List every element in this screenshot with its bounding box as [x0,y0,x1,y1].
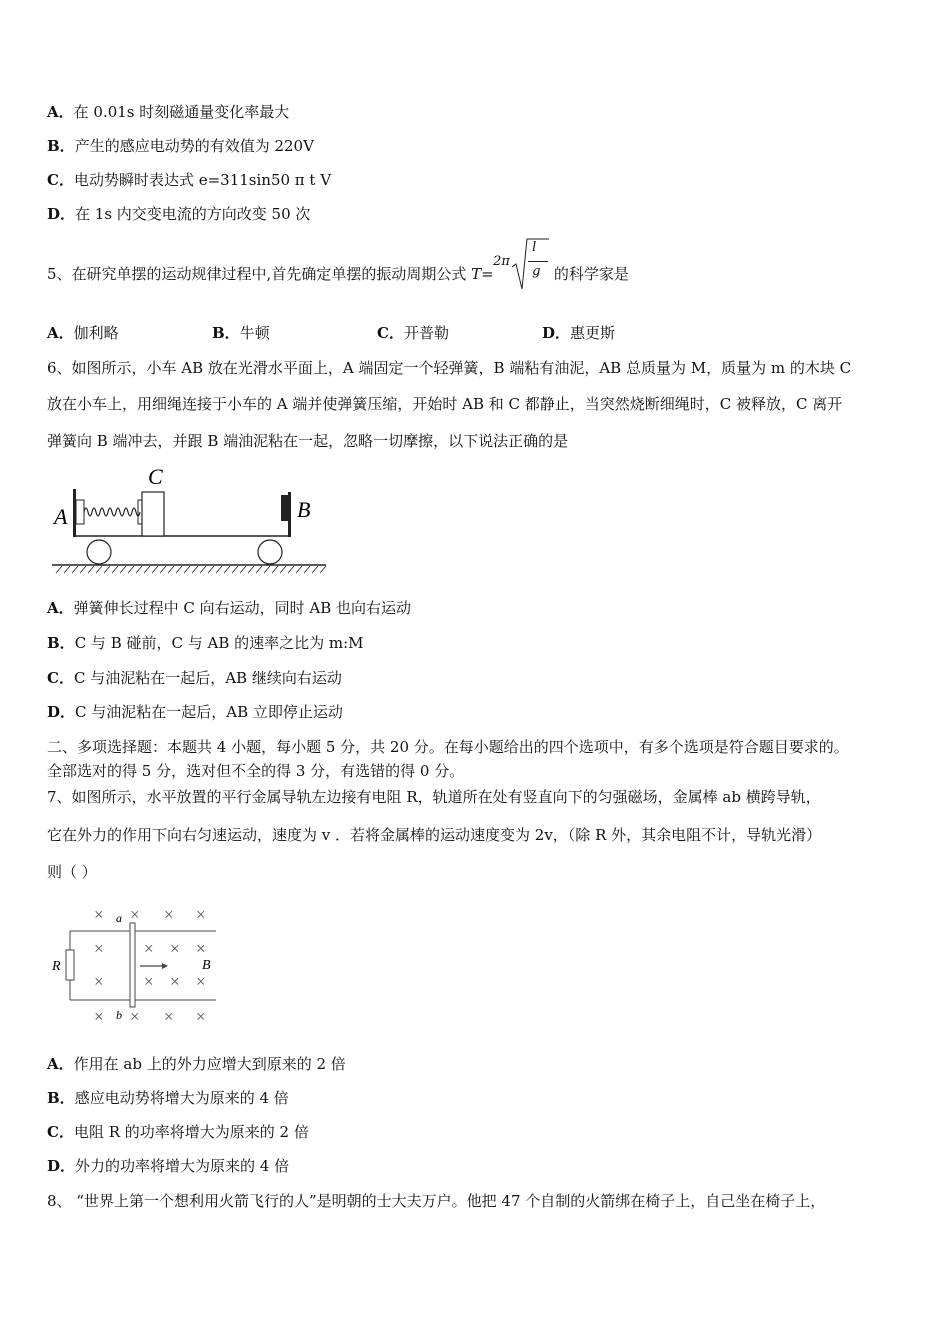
svg-text:×: × [164,1007,174,1026]
label-r: R [52,959,61,974]
q7-option-c: C．电阻 R 的功率将增大为原来的 2 倍 [47,1123,309,1141]
q5-option-d: D．惠更斯 [542,324,616,342]
spring-coil [84,508,140,516]
q4-option-b [47,136,314,156]
rail-circuit-figure [46,898,226,1030]
q7-stem-line-3: 则（ ） [47,863,97,881]
q6-option-b: B．C 与 B 碰前，C 与 AB 的速率之比为 m:M [47,634,364,652]
svg-text:×: × [144,939,154,958]
option-text: 在 1s 内交变电流的方向改变 50 次 [75,205,311,223]
cart-spring-figure [48,462,330,582]
section2-line-1: 二、多项选择题：本题共 4 小题，每小题 5 分，共 20 分。在每小题给出的四个选项中，有多个选项是符合题目要求的。 [47,738,849,756]
q5-stem-before: 5、在研究单摆的运动规律过程中,首先确定单摆的振动周期公式 [47,265,467,283]
q6-stem-line-1: 6、如图所示，小车 AB 放在光滑水平面上，A 端固定一个轻弹簧，B 端粘有油泥，AB 总质量为 M，质量为 m 的木块 C [47,359,852,377]
wheel-right [258,540,282,564]
label-b: B [297,497,311,522]
q4-option-a [47,102,289,122]
formula-t: T= [471,265,494,283]
q6-stem-line-2: 放在小车上，用细绳连接于小车的 A 端并使弹簧压缩，开始时 AB 和 C 都静止，当突然烧断细绳时，C 被释放，C 离开 [47,395,843,413]
q7-stem-line-1: 7、如图所示，水平放置的平行金属导轨左边接有电阻 R，轨道所在处有竖直向下的匀强磁场，金属棒 ab 横跨导轨， [47,788,821,806]
q5-stem [47,240,629,284]
q6-option-d: D．C 与油泥粘在一起后，AB 立即停止运动 [47,703,343,721]
period-formula [471,240,549,284]
sqrt-sign [511,237,551,293]
block-c [142,492,164,536]
svg-text:×: × [196,905,206,924]
option-text: 产生的感应电动势的有效值为 220V [74,137,314,155]
section2-line-2: 全部选对的得 5 分，选对但不全的得 3 分，有选错的得 0 分。 [47,762,465,780]
q5-option-c: C．开普勒 [377,324,449,342]
q5-options [47,323,615,343]
svg-text:×: × [94,905,104,924]
svg-text:×: × [196,972,206,991]
q8-stem-line-1: 8、 “世界上第一个想利用火箭飞行的人”是明朝的士大夫万户。他把 47 个自制的火箭绑在椅子上，自己坐在椅子上， [47,1192,826,1210]
q5-stem-after: 的科学家是 [553,265,629,283]
arrow-head [162,963,168,969]
option-letter: C． [47,171,74,189]
q7-option-a: A．作用在 ab 上的外力应增大到原来的 2 倍 [47,1055,346,1073]
svg-text:×: × [164,905,174,924]
q6-option-a: A．弹簧伸长过程中 C 向右运动，同时 AB 也向右运动 [47,599,412,617]
svg-text:×: × [170,939,180,958]
option-letter: A． [47,103,74,121]
q5-option-b: B．牛顿 [212,324,270,342]
svg-text:×: × [130,905,140,924]
q7-option-d: D．外力的功率将增大为原来的 4 倍 [47,1157,290,1175]
cart-right-wall [288,492,291,537]
label-b: b [116,1008,122,1022]
option-letter: D． [47,205,76,223]
formula-den: g [532,264,541,279]
q6-stem-line-3: 弹簧向 B 端冲去，并跟 B 端油泥粘在一起，忽略一切摩擦，以下说法正确的是 [47,432,569,450]
q6-option-c: C．C 与油泥粘在一起后，AB 继续向右运动 [47,669,342,687]
resistor [66,950,74,980]
label-a: A [54,504,68,529]
label-a: a [116,911,122,925]
svg-text:×: × [94,1007,104,1026]
label-field-b: B [202,958,211,973]
option-letter: B． [47,137,75,155]
svg-text:×: × [196,939,206,958]
spring-mount [76,500,84,524]
label-c: C [148,464,163,489]
formula-num: l [532,240,537,255]
wheel-left [87,540,111,564]
q7-option-b: B．感应电动势将增大为原来的 4 倍 [47,1089,289,1107]
q4-option-d [47,204,310,224]
formula-coef: 2π [493,254,510,269]
svg-text:×: × [130,1007,140,1026]
ground-hatch [56,566,326,573]
q5-option-a: A．伽利略 [47,324,119,342]
oil-mud [281,495,288,521]
q7-stem-line-2: 它在外力的作用下向右匀速运动，速度为 v ．若将金属棒的运动速度变为 2v，（除 R 外，其余电阻不计，导轨光滑） [47,826,822,844]
svg-text:×: × [170,972,180,991]
metal-rod [130,923,135,1007]
svg-text:×: × [144,972,154,991]
svg-text:×: × [94,972,104,991]
option-text: 在 0.01s 时刻磁通量变化率最大 [73,103,290,121]
svg-text:×: × [94,939,104,958]
option-text: 电动势瞬时表达式 e=311sin50 π t V [73,171,332,189]
q4-option-c [47,170,331,190]
svg-text:×: × [196,1007,206,1026]
